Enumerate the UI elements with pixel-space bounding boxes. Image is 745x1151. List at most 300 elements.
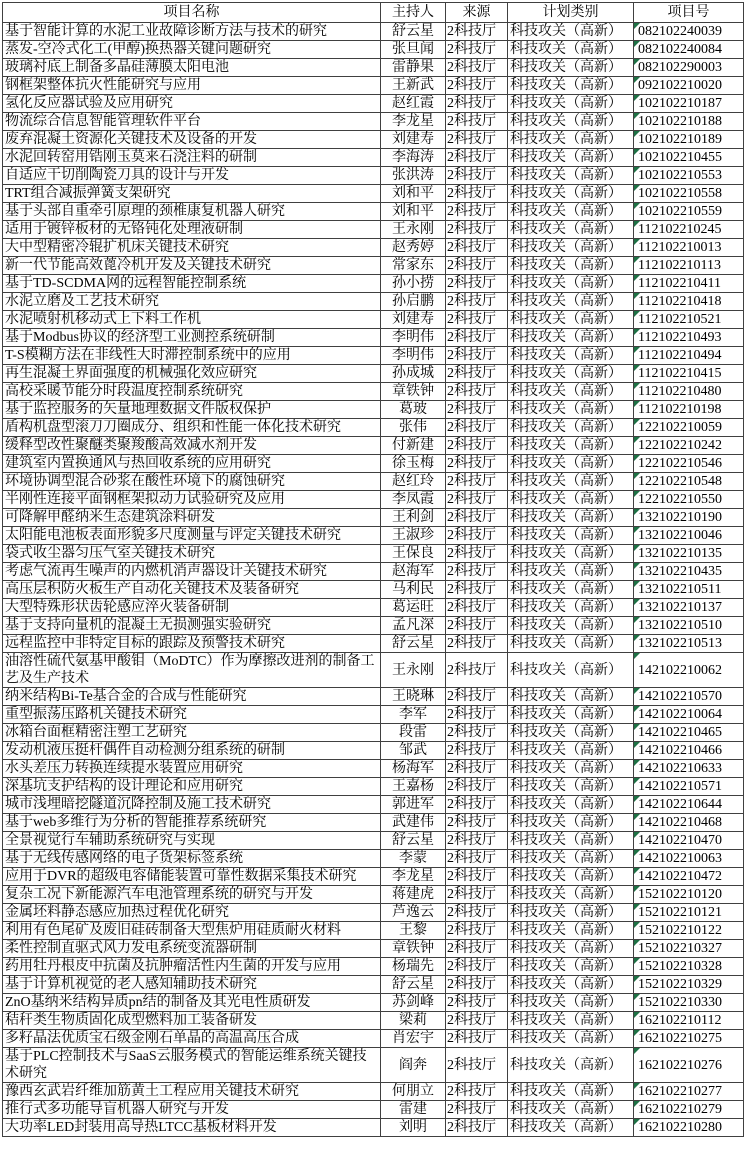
cell-category[interactable]: 科技攻关（高新） xyxy=(508,23,634,41)
cell-category[interactable]: 科技攻关（高新） xyxy=(508,167,634,185)
cell-category[interactable]: 科技攻关（高新） xyxy=(508,742,634,760)
cell-project-name[interactable]: 基于TD-SCDMA网的远程智能控制系统 xyxy=(3,275,381,293)
cell-category[interactable]: 科技攻关（高新） xyxy=(508,257,634,275)
cell-project-code[interactable] xyxy=(634,41,744,59)
cell-leader[interactable]: 邹武 xyxy=(381,742,446,760)
cell-category[interactable]: 科技攻关（高新） xyxy=(508,581,634,599)
cell-category[interactable]: 科技攻关（高新） xyxy=(508,760,634,778)
cell-project-code[interactable] xyxy=(634,635,744,653)
cell-project-code[interactable] xyxy=(634,778,744,796)
cell-project-name[interactable]: 建筑室内置换通风与热回收系统的应用研究 xyxy=(3,455,381,473)
cell-leader[interactable]: 梁莉 xyxy=(381,1012,446,1030)
cell-leader[interactable]: 刘建寿 xyxy=(381,311,446,329)
cell-project-code[interactable] xyxy=(634,149,744,167)
cell-project-code[interactable] xyxy=(634,1083,744,1101)
cell-source[interactable]: 2科技厅 xyxy=(446,401,508,419)
cell-leader[interactable]: 刘建寿 xyxy=(381,131,446,149)
cell-leader[interactable]: 孙小捞 xyxy=(381,275,446,293)
cell-category[interactable]: 科技攻关（高新） xyxy=(508,329,634,347)
cell-project-code[interactable] xyxy=(634,742,744,760)
cell-leader[interactable]: 阎奔 xyxy=(381,1048,446,1083)
cell-leader[interactable]: 雷静果 xyxy=(381,59,446,77)
header-project-code[interactable]: 项目号 xyxy=(634,3,744,23)
cell-project-code[interactable] xyxy=(634,581,744,599)
cell-source[interactable]: 2科技厅 xyxy=(446,257,508,275)
cell-source[interactable]: 2科技厅 xyxy=(446,994,508,1012)
cell-project-code[interactable] xyxy=(634,383,744,401)
cell-source[interactable]: 2科技厅 xyxy=(446,976,508,994)
cell-project-name[interactable]: 复杂工况下新能源汽车电池管理系统的研究与开发 xyxy=(3,886,381,904)
cell-category[interactable]: 科技攻关（高新） xyxy=(508,617,634,635)
cell-source[interactable]: 2科技厅 xyxy=(446,617,508,635)
cell-project-name[interactable]: 盾构机盘型滚刀刀圈成分、组织和性能一体化技术研究 xyxy=(3,419,381,437)
cell-source[interactable]: 2科技厅 xyxy=(446,814,508,832)
cell-category[interactable]: 科技攻关（高新） xyxy=(508,940,634,958)
cell-project-name[interactable]: 应用于DVR的超级电容储能装置可靠性数据采集技术研究 xyxy=(3,868,381,886)
cell-category[interactable]: 科技攻关（高新） xyxy=(508,994,634,1012)
cell-category[interactable]: 科技攻关（高新） xyxy=(508,131,634,149)
cell-source[interactable]: 2科技厅 xyxy=(446,1030,508,1048)
cell-project-name[interactable]: 可降解甲醛纳米生态建筑涂料研发 xyxy=(3,509,381,527)
cell-category[interactable]: 科技攻关（高新） xyxy=(508,868,634,886)
cell-source[interactable]: 2科技厅 xyxy=(446,581,508,599)
cell-project-code[interactable] xyxy=(634,311,744,329)
cell-project-code[interactable] xyxy=(634,832,744,850)
cell-leader[interactable]: 刘明 xyxy=(381,1119,446,1137)
cell-source[interactable]: 2科技厅 xyxy=(446,185,508,203)
cell-leader[interactable]: 张旦闻 xyxy=(381,41,446,59)
cell-project-name[interactable]: 基于计算机视觉的老人感知辅助技术研究 xyxy=(3,976,381,994)
cell-leader[interactable]: 李龙星 xyxy=(381,868,446,886)
cell-project-code[interactable] xyxy=(634,1012,744,1030)
cell-source[interactable]: 2科技厅 xyxy=(446,1119,508,1137)
cell-category[interactable]: 科技攻关（高新） xyxy=(508,922,634,940)
cell-leader[interactable]: 李明伟 xyxy=(381,329,446,347)
cell-leader[interactable]: 蒋建虎 xyxy=(381,886,446,904)
cell-source[interactable]: 2科技厅 xyxy=(446,706,508,724)
cell-project-code[interactable] xyxy=(634,850,744,868)
cell-category[interactable]: 科技攻关（高新） xyxy=(508,401,634,419)
cell-leader[interactable]: 王黎 xyxy=(381,922,446,940)
cell-source[interactable]: 2科技厅 xyxy=(446,491,508,509)
cell-project-code[interactable] xyxy=(634,760,744,778)
cell-source[interactable]: 2科技厅 xyxy=(446,311,508,329)
cell-source[interactable]: 2科技厅 xyxy=(446,95,508,113)
cell-project-code[interactable] xyxy=(634,814,744,832)
cell-category[interactable]: 科技攻关（高新） xyxy=(508,1030,634,1048)
cell-category[interactable]: 科技攻关（高新） xyxy=(508,778,634,796)
cell-leader[interactable]: 章铁钟 xyxy=(381,940,446,958)
cell-source[interactable]: 2科技厅 xyxy=(446,742,508,760)
cell-category[interactable]: 科技攻关（高新） xyxy=(508,383,634,401)
cell-category[interactable]: 科技攻关（高新） xyxy=(508,904,634,922)
cell-project-code[interactable] xyxy=(634,257,744,275)
cell-project-name[interactable]: 大功率LED封装用高导热LTCC基板材料开发 xyxy=(3,1119,381,1137)
cell-project-name[interactable]: 蒸发-空冷式化工(甲醇)换热器关键问题研究 xyxy=(3,41,381,59)
cell-project-name[interactable]: 新一代节能高效蓖冷机开发及关键技术研究 xyxy=(3,257,381,275)
cell-project-code[interactable] xyxy=(634,167,744,185)
cell-project-name[interactable]: 氢化反应器试验及应用研究 xyxy=(3,95,381,113)
cell-project-code[interactable] xyxy=(634,994,744,1012)
cell-category[interactable]: 科技攻关（高新） xyxy=(508,653,634,688)
cell-project-name[interactable]: 自适应干切削陶瓷刀具的设计与开发 xyxy=(3,167,381,185)
cell-project-name[interactable]: 深基坑支护结构的设计理论和应用研究 xyxy=(3,778,381,796)
cell-source[interactable]: 2科技厅 xyxy=(446,778,508,796)
cell-project-name[interactable]: 豫西玄武岩纤维加筋黄土工程应用关键技术研究 xyxy=(3,1083,381,1101)
cell-project-code[interactable] xyxy=(634,724,744,742)
cell-project-code[interactable] xyxy=(634,437,744,455)
cell-source[interactable]: 2科技厅 xyxy=(446,473,508,491)
cell-project-name[interactable]: 玻璃衬底上制备多晶硅薄膜太阳电池 xyxy=(3,59,381,77)
cell-project-code[interactable] xyxy=(634,617,744,635)
cell-leader[interactable]: 舒云星 xyxy=(381,635,446,653)
cell-project-code[interactable] xyxy=(634,221,744,239)
cell-project-code[interactable] xyxy=(634,419,744,437)
cell-source[interactable]: 2科技厅 xyxy=(446,77,508,95)
cell-category[interactable]: 科技攻关（高新） xyxy=(508,41,634,59)
cell-project-name[interactable]: 基于无线传感网络的电子货架标签系统 xyxy=(3,850,381,868)
cell-category[interactable]: 科技攻关（高新） xyxy=(508,832,634,850)
cell-category[interactable]: 科技攻关（高新） xyxy=(508,293,634,311)
cell-project-code[interactable] xyxy=(634,239,744,257)
cell-category[interactable]: 科技攻关（高新） xyxy=(508,796,634,814)
cell-category[interactable]: 科技攻关（高新） xyxy=(508,1012,634,1030)
cell-category[interactable]: 科技攻关（高新） xyxy=(508,1083,634,1101)
cell-leader[interactable]: 苏剑峰 xyxy=(381,994,446,1012)
cell-category[interactable]: 科技攻关（高新） xyxy=(508,239,634,257)
cell-project-name[interactable]: 水泥回转窑用锆刚玉莫来石浇注料的研制 xyxy=(3,149,381,167)
cell-category[interactable]: 科技攻关（高新） xyxy=(508,599,634,617)
cell-leader[interactable]: 王晓琳 xyxy=(381,688,446,706)
cell-project-code[interactable] xyxy=(634,904,744,922)
cell-source[interactable]: 2科技厅 xyxy=(446,1083,508,1101)
cell-project-name[interactable]: 基于web多维行为分析的智能推荐系统研究 xyxy=(3,814,381,832)
cell-source[interactable]: 2科技厅 xyxy=(446,149,508,167)
cell-project-code[interactable] xyxy=(634,563,744,581)
cell-source[interactable]: 2科技厅 xyxy=(446,239,508,257)
cell-source[interactable]: 2科技厅 xyxy=(446,293,508,311)
cell-project-code[interactable] xyxy=(634,131,744,149)
cell-project-name[interactable]: 缓释型改性聚醚类聚羧酸高效减水剂开发 xyxy=(3,437,381,455)
cell-leader[interactable]: 何朋立 xyxy=(381,1083,446,1101)
cell-project-name[interactable]: 药用牡丹根皮中抗菌及抗肿瘤活性内生菌的开发与应用 xyxy=(3,958,381,976)
cell-project-name[interactable]: 全景视觉行车辅助系统研究与实现 xyxy=(3,832,381,850)
cell-project-name[interactable]: 多籽晶法优质宝石级金刚石单晶的高温高压合成 xyxy=(3,1030,381,1048)
cell-category[interactable]: 科技攻关（高新） xyxy=(508,958,634,976)
cell-project-name[interactable]: 城市浅埋暗挖隧道沉降控制及施工技术研究 xyxy=(3,796,381,814)
cell-leader[interactable]: 肖宏宇 xyxy=(381,1030,446,1048)
cell-project-code[interactable] xyxy=(634,886,744,904)
cell-project-code[interactable] xyxy=(634,1030,744,1048)
cell-project-code[interactable] xyxy=(634,365,744,383)
cell-leader[interactable]: 张洪涛 xyxy=(381,167,446,185)
cell-category[interactable]: 科技攻关（高新） xyxy=(508,113,634,131)
cell-category[interactable]: 科技攻关（高新） xyxy=(508,77,634,95)
cell-source[interactable]: 2科技厅 xyxy=(446,1101,508,1119)
cell-source[interactable]: 2科技厅 xyxy=(446,940,508,958)
cell-project-name[interactable]: 基于PLC控制技术与SaaS云服务模式的智能运维系统关键技术研究 xyxy=(3,1048,381,1083)
header-project-name[interactable]: 项目名称 xyxy=(3,3,381,23)
cell-project-name[interactable]: 适用于镀锌板材的无铬钝化处理液研制 xyxy=(3,221,381,239)
cell-project-code[interactable] xyxy=(634,706,744,724)
cell-category[interactable]: 科技攻关（高新） xyxy=(508,203,634,221)
cell-project-code[interactable] xyxy=(634,868,744,886)
cell-source[interactable]: 2科技厅 xyxy=(446,23,508,41)
cell-leader[interactable]: 王永刚 xyxy=(381,653,446,688)
cell-source[interactable]: 2科技厅 xyxy=(446,545,508,563)
cell-source[interactable]: 2科技厅 xyxy=(446,347,508,365)
cell-source[interactable]: 2科技厅 xyxy=(446,221,508,239)
cell-source[interactable]: 2科技厅 xyxy=(446,1012,508,1030)
cell-source[interactable]: 2科技厅 xyxy=(446,724,508,742)
cell-leader[interactable]: 李海涛 xyxy=(381,149,446,167)
cell-source[interactable]: 2科技厅 xyxy=(446,653,508,688)
cell-project-name[interactable]: 柔性控制直驱式风力发电系统变流器研制 xyxy=(3,940,381,958)
cell-category[interactable]: 科技攻关（高新） xyxy=(508,976,634,994)
cell-project-name[interactable]: 水泥立磨及工艺技术研究 xyxy=(3,293,381,311)
cell-project-code[interactable] xyxy=(634,59,744,77)
cell-category[interactable]: 科技攻关（高新） xyxy=(508,886,634,904)
cell-project-name[interactable]: 物流综合信息智能管理软件平台 xyxy=(3,113,381,131)
cell-project-name[interactable]: 纳米结构Bi-Te基合金的合成与性能研究 xyxy=(3,688,381,706)
cell-category[interactable]: 科技攻关（高新） xyxy=(508,419,634,437)
cell-project-name[interactable]: 大中型精密冷辊扩机床关键技术研究 xyxy=(3,239,381,257)
cell-source[interactable]: 2科技厅 xyxy=(446,527,508,545)
cell-category[interactable]: 科技攻关（高新） xyxy=(508,563,634,581)
cell-project-name[interactable]: 大型特殊形状齿轮感应淬火装备研制 xyxy=(3,599,381,617)
cell-project-code[interactable] xyxy=(634,77,744,95)
cell-project-name[interactable]: 秸秆类生物质固化成型燃料加工装备研发 xyxy=(3,1012,381,1030)
cell-category[interactable]: 科技攻关（高新） xyxy=(508,635,634,653)
cell-leader[interactable]: 赵红霞 xyxy=(381,95,446,113)
cell-project-name[interactable]: 高校采暖节能分时段温度控制系统研究 xyxy=(3,383,381,401)
cell-source[interactable]: 2科技厅 xyxy=(446,635,508,653)
cell-category[interactable]: 科技攻关（高新） xyxy=(508,437,634,455)
cell-leader[interactable]: 杨瑞先 xyxy=(381,958,446,976)
cell-source[interactable]: 2科技厅 xyxy=(446,796,508,814)
cell-leader[interactable]: 舒云星 xyxy=(381,976,446,994)
cell-leader[interactable]: 芦逸云 xyxy=(381,904,446,922)
cell-source[interactable]: 2科技厅 xyxy=(446,383,508,401)
cell-project-name[interactable]: 基于监控服务的矢量地理数据文件版权保护 xyxy=(3,401,381,419)
cell-source[interactable]: 2科技厅 xyxy=(446,59,508,77)
cell-leader[interactable]: 章铁钟 xyxy=(381,383,446,401)
cell-leader[interactable]: 武建伟 xyxy=(381,814,446,832)
cell-leader[interactable]: 舒云星 xyxy=(381,832,446,850)
cell-project-code[interactable] xyxy=(634,796,744,814)
cell-category[interactable]: 科技攻关（高新） xyxy=(508,149,634,167)
cell-category[interactable]: 科技攻关（高新） xyxy=(508,311,634,329)
cell-project-code[interactable] xyxy=(634,455,744,473)
cell-project-code[interactable] xyxy=(634,958,744,976)
cell-project-code[interactable] xyxy=(634,940,744,958)
cell-source[interactable]: 2科技厅 xyxy=(446,113,508,131)
cell-source[interactable]: 2科技厅 xyxy=(446,203,508,221)
cell-project-name[interactable]: TRT组合减振弹簧支架研究 xyxy=(3,185,381,203)
cell-project-name[interactable]: 基于头部自重牵引原理的颈椎康复机器人研究 xyxy=(3,203,381,221)
cell-project-code[interactable] xyxy=(634,113,744,131)
cell-source[interactable]: 2科技厅 xyxy=(446,41,508,59)
cell-source[interactable]: 2科技厅 xyxy=(446,922,508,940)
cell-project-name[interactable]: 废弃混凝土资源化关键技术及设备的开发 xyxy=(3,131,381,149)
header-source[interactable]: 来源 xyxy=(446,3,508,23)
cell-project-code[interactable] xyxy=(634,329,744,347)
cell-leader[interactable]: 葛运旺 xyxy=(381,599,446,617)
cell-category[interactable]: 科技攻关（高新） xyxy=(508,95,634,113)
cell-project-code[interactable] xyxy=(634,1048,744,1083)
cell-leader[interactable]: 孟凡深 xyxy=(381,617,446,635)
cell-source[interactable]: 2科技厅 xyxy=(446,419,508,437)
cell-leader[interactable]: 赵秀婷 xyxy=(381,239,446,257)
cell-project-code[interactable] xyxy=(634,185,744,203)
cell-project-code[interactable] xyxy=(634,293,744,311)
cell-leader[interactable]: 李蒙 xyxy=(381,850,446,868)
cell-leader[interactable]: 李凤霞 xyxy=(381,491,446,509)
cell-project-name[interactable]: 环境协调型混合砂浆在酸性环境下的腐蚀研究 xyxy=(3,473,381,491)
cell-category[interactable]: 科技攻关（高新） xyxy=(508,545,634,563)
cell-category[interactable]: 科技攻关（高新） xyxy=(508,814,634,832)
cell-project-code[interactable] xyxy=(634,922,744,940)
cell-source[interactable]: 2科技厅 xyxy=(446,958,508,976)
cell-project-code[interactable] xyxy=(634,527,744,545)
cell-category[interactable]: 科技攻关（高新） xyxy=(508,1048,634,1083)
cell-source[interactable]: 2科技厅 xyxy=(446,904,508,922)
cell-project-name[interactable]: 袋式收尘器匀压气室关键技术研究 xyxy=(3,545,381,563)
cell-project-code[interactable] xyxy=(634,1101,744,1119)
cell-leader[interactable]: 孙成城 xyxy=(381,365,446,383)
cell-category[interactable]: 科技攻关（高新） xyxy=(508,221,634,239)
cell-leader[interactable]: 付新建 xyxy=(381,437,446,455)
cell-project-code[interactable] xyxy=(634,95,744,113)
cell-leader[interactable]: 郭进军 xyxy=(381,796,446,814)
cell-category[interactable]: 科技攻关（高新） xyxy=(508,365,634,383)
cell-category[interactable]: 科技攻关（高新） xyxy=(508,1119,634,1137)
cell-leader[interactable]: 杨海军 xyxy=(381,760,446,778)
cell-leader[interactable]: 舒云星 xyxy=(381,23,446,41)
cell-project-name[interactable]: 推行式多功能导盲机器人研究与开发 xyxy=(3,1101,381,1119)
cell-project-name[interactable]: ZnO基纳米结构异质pn结的制备及其光电性质研发 xyxy=(3,994,381,1012)
cell-project-name[interactable]: 油溶性硫代氨基甲酸钼（MoDTC）作为摩擦改进剂的制备工艺及生产技术 xyxy=(3,653,381,688)
cell-leader[interactable]: 王保良 xyxy=(381,545,446,563)
cell-project-code[interactable] xyxy=(634,1119,744,1137)
cell-project-name[interactable]: 半刚性连接平面钢框架拟动力试验研究及应用 xyxy=(3,491,381,509)
cell-source[interactable]: 2科技厅 xyxy=(446,868,508,886)
cell-project-name[interactable]: 远程监控中非特定目标的跟踪及预警技术研究 xyxy=(3,635,381,653)
cell-project-code[interactable] xyxy=(634,401,744,419)
cell-leader[interactable]: 李明伟 xyxy=(381,347,446,365)
cell-category[interactable]: 科技攻关（高新） xyxy=(508,275,634,293)
cell-project-name[interactable]: 考虑气流再生噪声的内燃机消声器设计关键技术研究 xyxy=(3,563,381,581)
cell-source[interactable]: 2科技厅 xyxy=(446,1048,508,1083)
cell-project-code[interactable] xyxy=(634,347,744,365)
cell-source[interactable]: 2科技厅 xyxy=(446,437,508,455)
cell-project-name[interactable]: 钢框架整体抗火性能研究与应用 xyxy=(3,77,381,95)
cell-project-name[interactable]: 水泥喷射机移动式上下料工作机 xyxy=(3,311,381,329)
cell-category[interactable]: 科技攻关（高新） xyxy=(508,509,634,527)
cell-leader[interactable]: 王嘉杨 xyxy=(381,778,446,796)
cell-category[interactable]: 科技攻关（高新） xyxy=(508,850,634,868)
cell-source[interactable]: 2科技厅 xyxy=(446,850,508,868)
cell-project-name[interactable]: 利用有色尾矿及废旧硅砖制备大型焦炉用硅质耐火材料 xyxy=(3,922,381,940)
cell-category[interactable]: 科技攻关（高新） xyxy=(508,688,634,706)
header-leader[interactable]: 主持人 xyxy=(381,3,446,23)
cell-project-name[interactable]: 再生混凝土界面强度的机械强化效应研究 xyxy=(3,365,381,383)
cell-source[interactable]: 2科技厅 xyxy=(446,886,508,904)
cell-leader[interactable]: 孙启鹏 xyxy=(381,293,446,311)
cell-project-code[interactable] xyxy=(634,203,744,221)
cell-leader[interactable]: 赵海军 xyxy=(381,563,446,581)
cell-project-name[interactable]: 水头差压力转换连续提水装置应用研究 xyxy=(3,760,381,778)
cell-category[interactable]: 科技攻关（高新） xyxy=(508,724,634,742)
cell-leader[interactable]: 刘和平 xyxy=(381,203,446,221)
header-category[interactable]: 计划类别 xyxy=(508,3,634,23)
cell-project-code[interactable] xyxy=(634,688,744,706)
cell-category[interactable]: 科技攻关（高新） xyxy=(508,527,634,545)
cell-leader[interactable]: 李龙星 xyxy=(381,113,446,131)
cell-project-name[interactable]: 基于智能计算的水泥工业故障诊断方法与技术的研究 xyxy=(3,23,381,41)
cell-project-code[interactable] xyxy=(634,491,744,509)
cell-leader[interactable]: 赵红玲 xyxy=(381,473,446,491)
cell-leader[interactable]: 徐玉梅 xyxy=(381,455,446,473)
cell-project-code[interactable] xyxy=(634,599,744,617)
cell-leader[interactable]: 段雷 xyxy=(381,724,446,742)
cell-project-name[interactable]: 高压层积防火板生产自动化关键技术及装备研究 xyxy=(3,581,381,599)
cell-project-code[interactable] xyxy=(634,23,744,41)
cell-project-name[interactable]: 基于Modbus协议的经济型工业测控系统研制 xyxy=(3,329,381,347)
cell-source[interactable]: 2科技厅 xyxy=(446,131,508,149)
cell-leader[interactable]: 葛玻 xyxy=(381,401,446,419)
cell-project-name[interactable]: 太阳能电池板表面形貌多尺度测量与评定关键技术研究 xyxy=(3,527,381,545)
cell-source[interactable]: 2科技厅 xyxy=(446,329,508,347)
cell-project-name[interactable]: 基于支持向量机的混凝土无损测强实验研究 xyxy=(3,617,381,635)
cell-category[interactable]: 科技攻关（高新） xyxy=(508,347,634,365)
cell-project-code[interactable] xyxy=(634,509,744,527)
cell-leader[interactable]: 王淑珍 xyxy=(381,527,446,545)
cell-project-name[interactable]: 金属坯料静态感应加热过程优化研究 xyxy=(3,904,381,922)
cell-leader[interactable]: 常家东 xyxy=(381,257,446,275)
cell-leader[interactable]: 张伟 xyxy=(381,419,446,437)
cell-project-code[interactable] xyxy=(634,275,744,293)
cell-project-name[interactable]: 冰箱台面框精密注塑工艺研究 xyxy=(3,724,381,742)
cell-leader[interactable]: 雷建 xyxy=(381,1101,446,1119)
cell-project-name[interactable]: 重型振荡压路机关键技术研究 xyxy=(3,706,381,724)
cell-source[interactable]: 2科技厅 xyxy=(446,509,508,527)
cell-project-name[interactable]: 发动机液压挺杆偶件自动检测分组系统的研制 xyxy=(3,742,381,760)
cell-source[interactable]: 2科技厅 xyxy=(446,832,508,850)
cell-source[interactable]: 2科技厅 xyxy=(446,167,508,185)
cell-project-code[interactable] xyxy=(634,545,744,563)
cell-source[interactable]: 2科技厅 xyxy=(446,455,508,473)
cell-category[interactable]: 科技攻关（高新） xyxy=(508,706,634,724)
cell-source[interactable]: 2科技厅 xyxy=(446,275,508,293)
cell-leader[interactable]: 李军 xyxy=(381,706,446,724)
cell-project-code[interactable] xyxy=(634,653,744,688)
cell-source[interactable]: 2科技厅 xyxy=(446,563,508,581)
cell-source[interactable]: 2科技厅 xyxy=(446,688,508,706)
cell-leader[interactable]: 刘和平 xyxy=(381,185,446,203)
cell-project-code[interactable] xyxy=(634,976,744,994)
cell-leader[interactable]: 马利民 xyxy=(381,581,446,599)
cell-category[interactable]: 科技攻关（高新） xyxy=(508,59,634,77)
cell-category[interactable]: 科技攻关（高新） xyxy=(508,185,634,203)
cell-category[interactable]: 科技攻关（高新） xyxy=(508,455,634,473)
cell-leader[interactable]: 王新武 xyxy=(381,77,446,95)
cell-leader[interactable]: 王利剑 xyxy=(381,509,446,527)
cell-category[interactable]: 科技攻关（高新） xyxy=(508,473,634,491)
cell-project-name[interactable]: T-S模糊方法在非线性大时滞控制系统中的应用 xyxy=(3,347,381,365)
cell-category[interactable]: 科技攻关（高新） xyxy=(508,491,634,509)
cell-source[interactable]: 2科技厅 xyxy=(446,365,508,383)
